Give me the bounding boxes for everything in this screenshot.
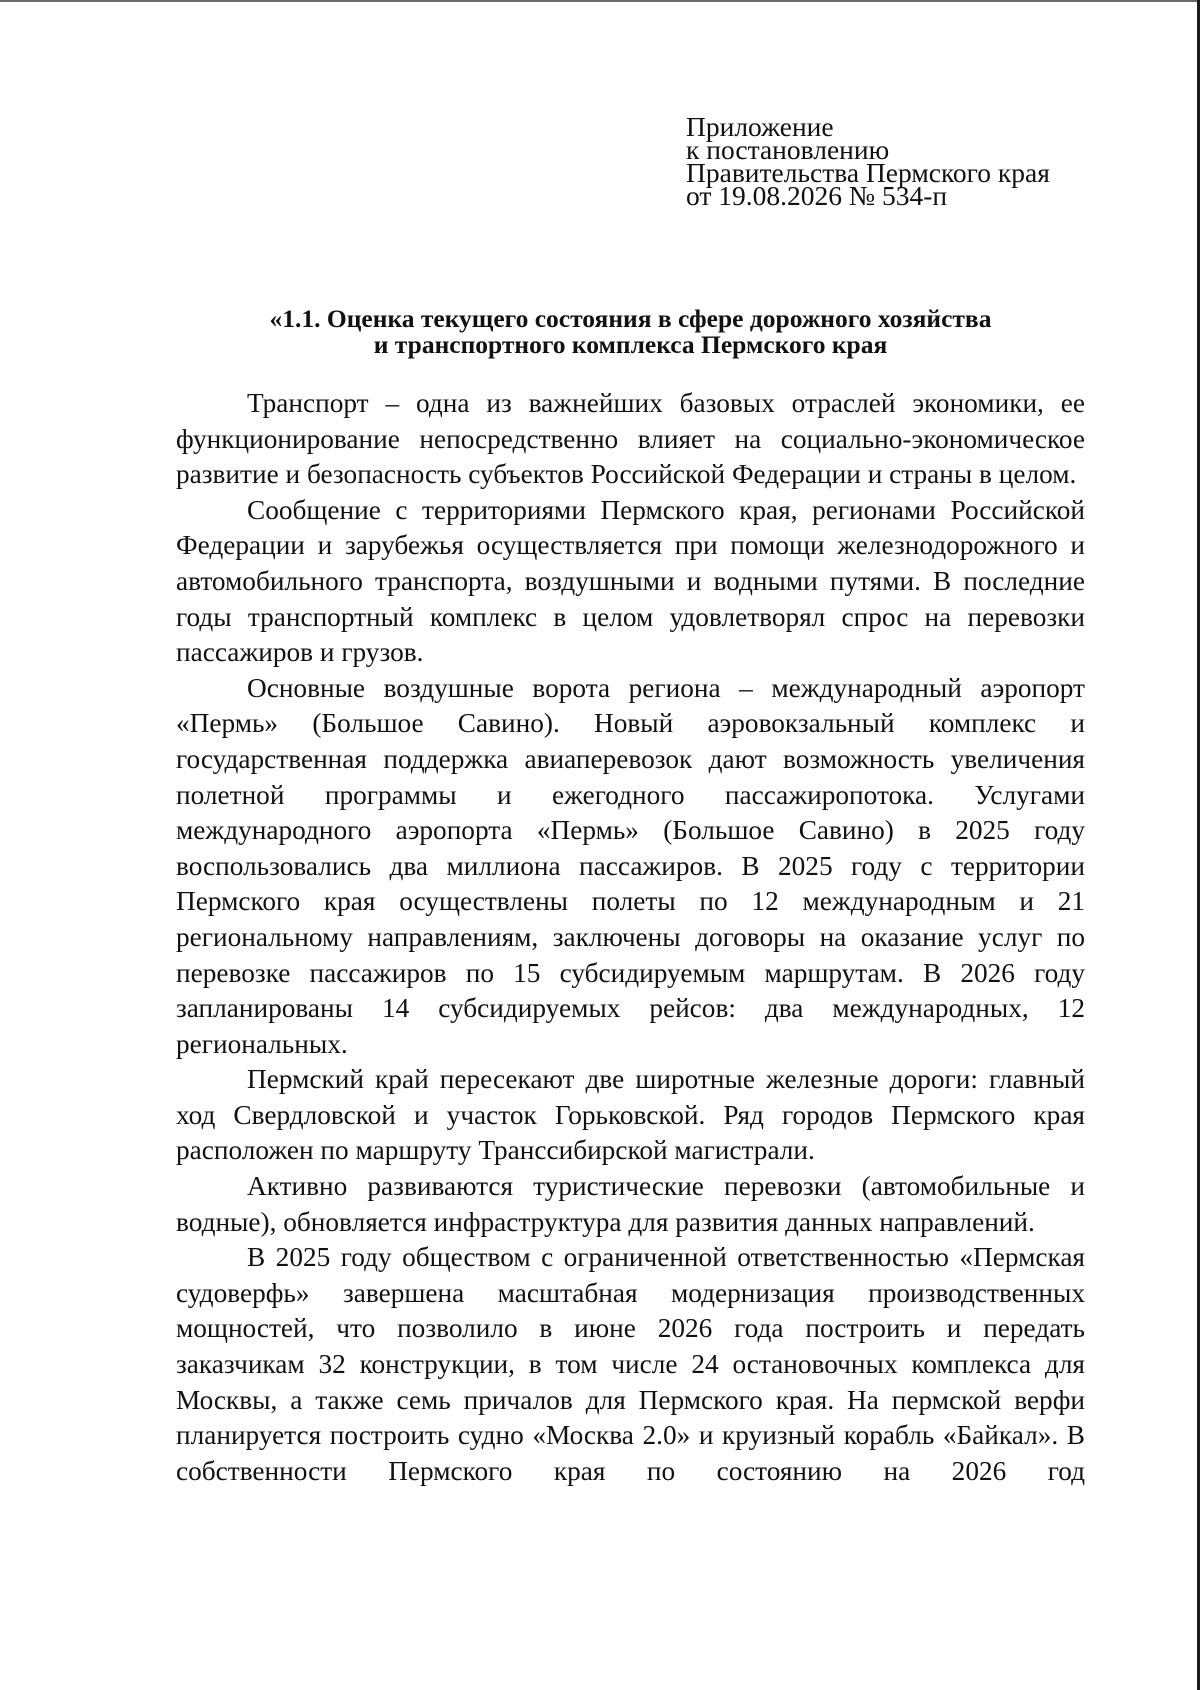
appendix-line-1: Приложение [686,111,834,142]
appendix-line-2: к постановлению [686,134,890,165]
section-heading-line-2: и транспортного комплекса Пермского края [373,330,888,359]
section-heading-line-1: «1.1. Оценка текущего состояния в сфере дорожного хозяйства [269,304,992,333]
appendix-block [686,111,1050,211]
appendix-line-4: от 19.08.2026 № 534-п [686,180,948,211]
scan-edge-top [0,0,1200,2]
paragraph-transport: Транспорт – одна из важнейших базовых отраслей экономики, ее функционирование непосредственно влияет на социально-экономическое развитие и безопасность субъектов Российской Федерации и страны в целом. [176,388,1085,490]
paragraph-communication: Сообщение с территориями Пермского края, регионами Российской Федерации и зарубежья осуществляется при помощи железнодорожного и автомобильного транспорта, воздушными и водными путями. В последние годы транспортный комплекс в целом удовлетворял спрос на перевозки пассажиров и грузов. [176,494,1085,668]
paragraph-airport: Основные воздушные ворота региона – международный аэропорт «Пермь» (Большое Савино). Новый аэровокзальный комплекс и государственная поддержка авиаперевозок дают возможность увеличения полетной программы и ежегодного пассажиропотока. Услугами международного аэропорта «Пермь» (Большое Савино) в 2025 году воспользовались два миллиона пассажиров. В 2025 году с территории Пермского края осуществлены полеты по 12 международным и 21 региональному направлениям, заключены договоры на оказание услуг по перевозке пассажиров по 15 субсидируемым маршрутам. В 2026 году запланированы 14 субсидируемых рейсов: два международных, 12 региональных. [176,672,1085,1059]
appendix-line-3: Правительства Пермского края [686,157,1050,188]
paragraph-tourism: Активно развиваются туристические перевозки (автомобильные и водные), обновляется инфраструктура для развития данных направлений. [176,1171,1085,1237]
paragraph-shipyard: В 2025 году обществом с ограниченной ответственностью «Пермская судоверфь» завершена масштабная модернизация производственных мощностей, что позволило в июне 2026 года построить и передать заказчикам 32 конструкции, в том числе 24 остановочных комплекса для Москвы, а также семь причалов для Пермского края. На пермской верфи планируется построить судно «Москва 2.0» и круизный корабль «Байкал». В собственности Пермского края по состоянию на 2026 год [176,1242,1085,1486]
section-heading [176,306,1085,358]
paragraph-railways: Пермский край пересекают две широтные железные дороги: главный ход Свердловской и участок Горьковской. Ряд городов Пермского края расположен по маршруту Транссибирской магистрали. [176,1064,1085,1166]
body-text [176,386,1085,1489]
